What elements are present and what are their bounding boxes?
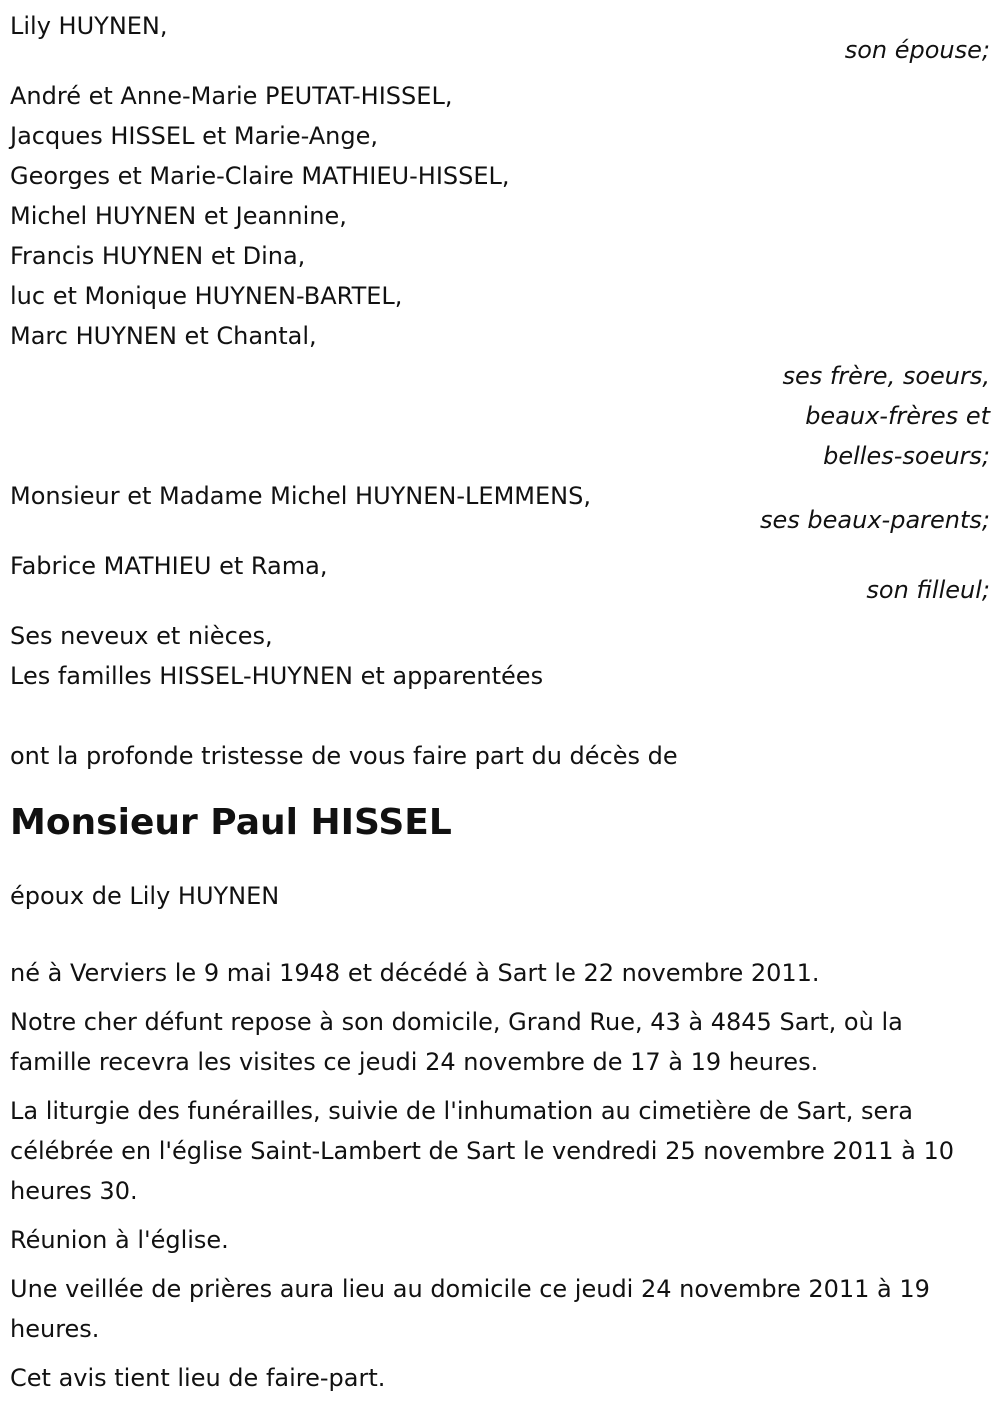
viewing-paragraph: Notre cher défunt repose à son domicile, Grand Rue, 43 à 4845 Sart, où la famille recevra les visites ce jeudi 24 novembre de 17 à 19 heures. (10, 1008, 903, 1076)
sibling-line: Georges et Marie-Claire MATHIEU-HISSEL, (10, 162, 510, 190)
funeral-paragraph: La liturgie des funérailles, suivie de l'inhumation au cimetière de Sart, sera célébrée en l'église Saint-Lambert de Sart le vendredi 25 novembre 2011 à 10 heures 30. (10, 1097, 955, 1205)
spouse-name: Lily HUYNEN, (10, 12, 168, 40)
death-notice (10, 6, 990, 1398)
sibling-line: Michel HUYNEN et Jeannine, (10, 202, 347, 230)
godson-group (10, 546, 990, 610)
relatives-line: Ses neveux et nièces, (10, 622, 273, 650)
siblings-group (10, 76, 990, 476)
sibling-line: André et Anne-Marie PEUTAT-HISSEL, (10, 82, 453, 110)
sibling-line: Jacques HISSEL et Marie-Ange, (10, 122, 378, 150)
godson-role: son filleul; (866, 576, 990, 604)
sibling-line: luc et Monique HUYNEN-BARTEL, (10, 282, 403, 310)
sibling-line: Francis HUYNEN et Dina, (10, 242, 306, 270)
relatives-line: Les familles HISSEL-HUYNEN et apparentées (10, 662, 544, 690)
birth-death-paragraph: né à Verviers le 9 mai 1948 et décédé à Sart le 22 novembre 2011. (10, 959, 820, 987)
spouse-role: son épouse; (844, 36, 990, 64)
deceased-name: Monsieur Paul HISSEL (10, 802, 452, 843)
sibling-line: Marc HUYNEN et Chantal, (10, 322, 317, 350)
meeting-paragraph: Réunion à l'église. (10, 1226, 229, 1254)
other-relatives (10, 616, 990, 696)
spouse-of-text: époux de Lily HUYNEN (10, 882, 280, 910)
godson-name: Fabrice MATHIEU et Rama, (10, 552, 328, 580)
siblings-role: beaux-frères et (805, 402, 990, 430)
siblings-role: ses frère, soeurs, (782, 362, 990, 390)
parents-in-law-name: Monsieur et Madame Michel HUYNEN-LEMMENS, (10, 482, 591, 510)
spouse-group (10, 6, 990, 70)
parents-in-law-group (10, 476, 990, 540)
notice-paragraph: Cet avis tient lieu de faire-part. (10, 1364, 386, 1392)
siblings-role: belles-soeurs; (823, 442, 990, 470)
parents-in-law-role: ses beaux-parents; (760, 506, 990, 534)
vigil-paragraph: Une veillée de prières aura lieu au domicile ce jeudi 24 novembre 2011 à 19 heures. (10, 1275, 930, 1343)
announcement-text: ont la profonde tristesse de vous faire part du décès de (10, 742, 678, 770)
